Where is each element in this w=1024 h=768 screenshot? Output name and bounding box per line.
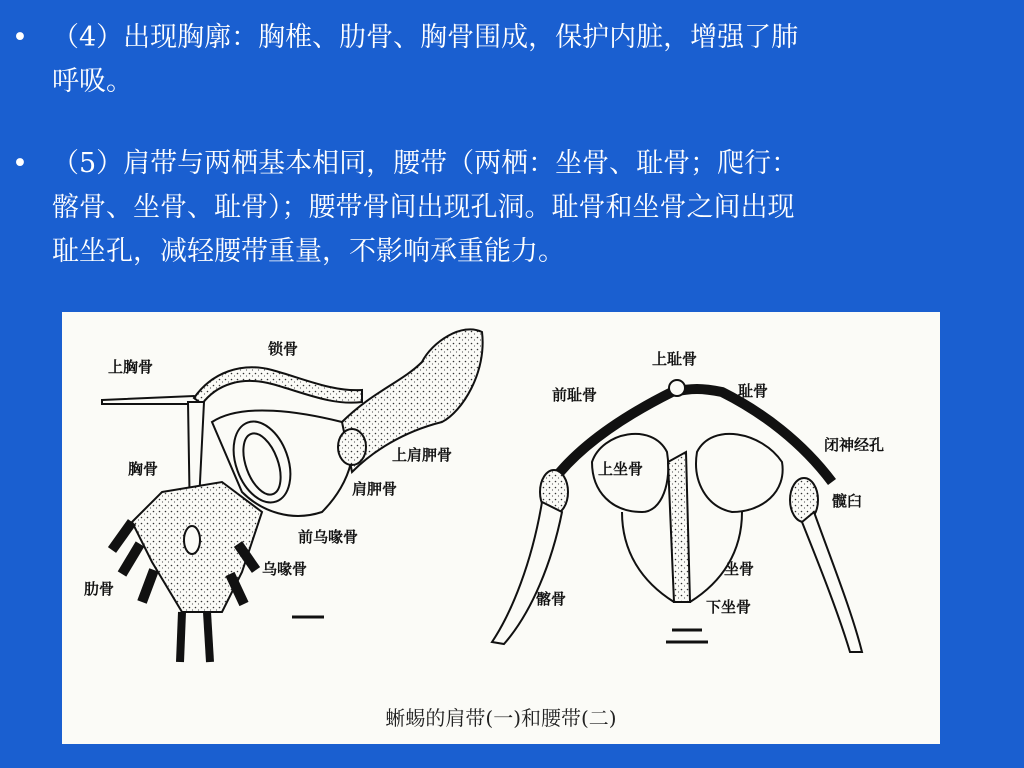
label-epischium: 上坐骨 bbox=[598, 460, 644, 478]
figure-drawing bbox=[62, 312, 940, 744]
bullet-line: （5）肩带与两栖基本相同，腰带（两栖：坐骨、耻骨；爬行： bbox=[52, 148, 799, 179]
label-procoracoid: 前乌喙骨 bbox=[298, 528, 359, 546]
label-acetabulum: 髋臼 bbox=[832, 492, 863, 510]
label-episternum: 上胸骨 bbox=[108, 358, 154, 376]
bullet-text bbox=[52, 16, 1012, 104]
label-obturator-foramen: 闭神经孔 bbox=[824, 436, 885, 454]
label-ischium: 坐骨 bbox=[724, 560, 755, 578]
anatomy-figure bbox=[62, 312, 940, 744]
bullet-line: （4）出现胸廓：胸椎、肋骨、胸骨围成，保护内脏，增强了肺 bbox=[52, 22, 799, 53]
label-rib: 肋骨 bbox=[84, 580, 115, 598]
bullet-line: 耻坐孔，减轻腰带重量，不影响承重能力。 bbox=[52, 236, 565, 267]
label-clavicle: 锁骨 bbox=[268, 340, 299, 358]
bullet-marker: • bbox=[12, 22, 28, 53]
bullet-text bbox=[52, 142, 1012, 274]
figure-caption: 蜥蜴的肩带(一)和腰带(二) bbox=[385, 706, 617, 730]
label-coracoid: 乌喙骨 bbox=[262, 560, 308, 578]
shoulder-girdle-drawing bbox=[102, 329, 483, 662]
bullet-line: 髂骨、坐骨、耻骨）；腰带骨间出现孔洞。耻骨和坐骨之间出现 bbox=[52, 192, 795, 223]
bullet-marker: • bbox=[12, 148, 28, 179]
label-ilium: 髂骨 bbox=[536, 590, 567, 608]
label-scapula: 肩胛骨 bbox=[352, 480, 398, 498]
pelvic-girdle-drawing bbox=[492, 380, 862, 652]
label-prepubis: 前耻骨 bbox=[552, 386, 598, 404]
label-suprascapula: 上肩胛骨 bbox=[392, 446, 453, 464]
label-sternum: 胸骨 bbox=[128, 460, 159, 478]
bullet-line: 呼吸。 bbox=[52, 66, 133, 97]
label-epipubis: 上耻骨 bbox=[652, 350, 698, 368]
label-hypoischium: 下坐骨 bbox=[706, 598, 752, 616]
label-pubis: 耻骨 bbox=[738, 382, 769, 400]
